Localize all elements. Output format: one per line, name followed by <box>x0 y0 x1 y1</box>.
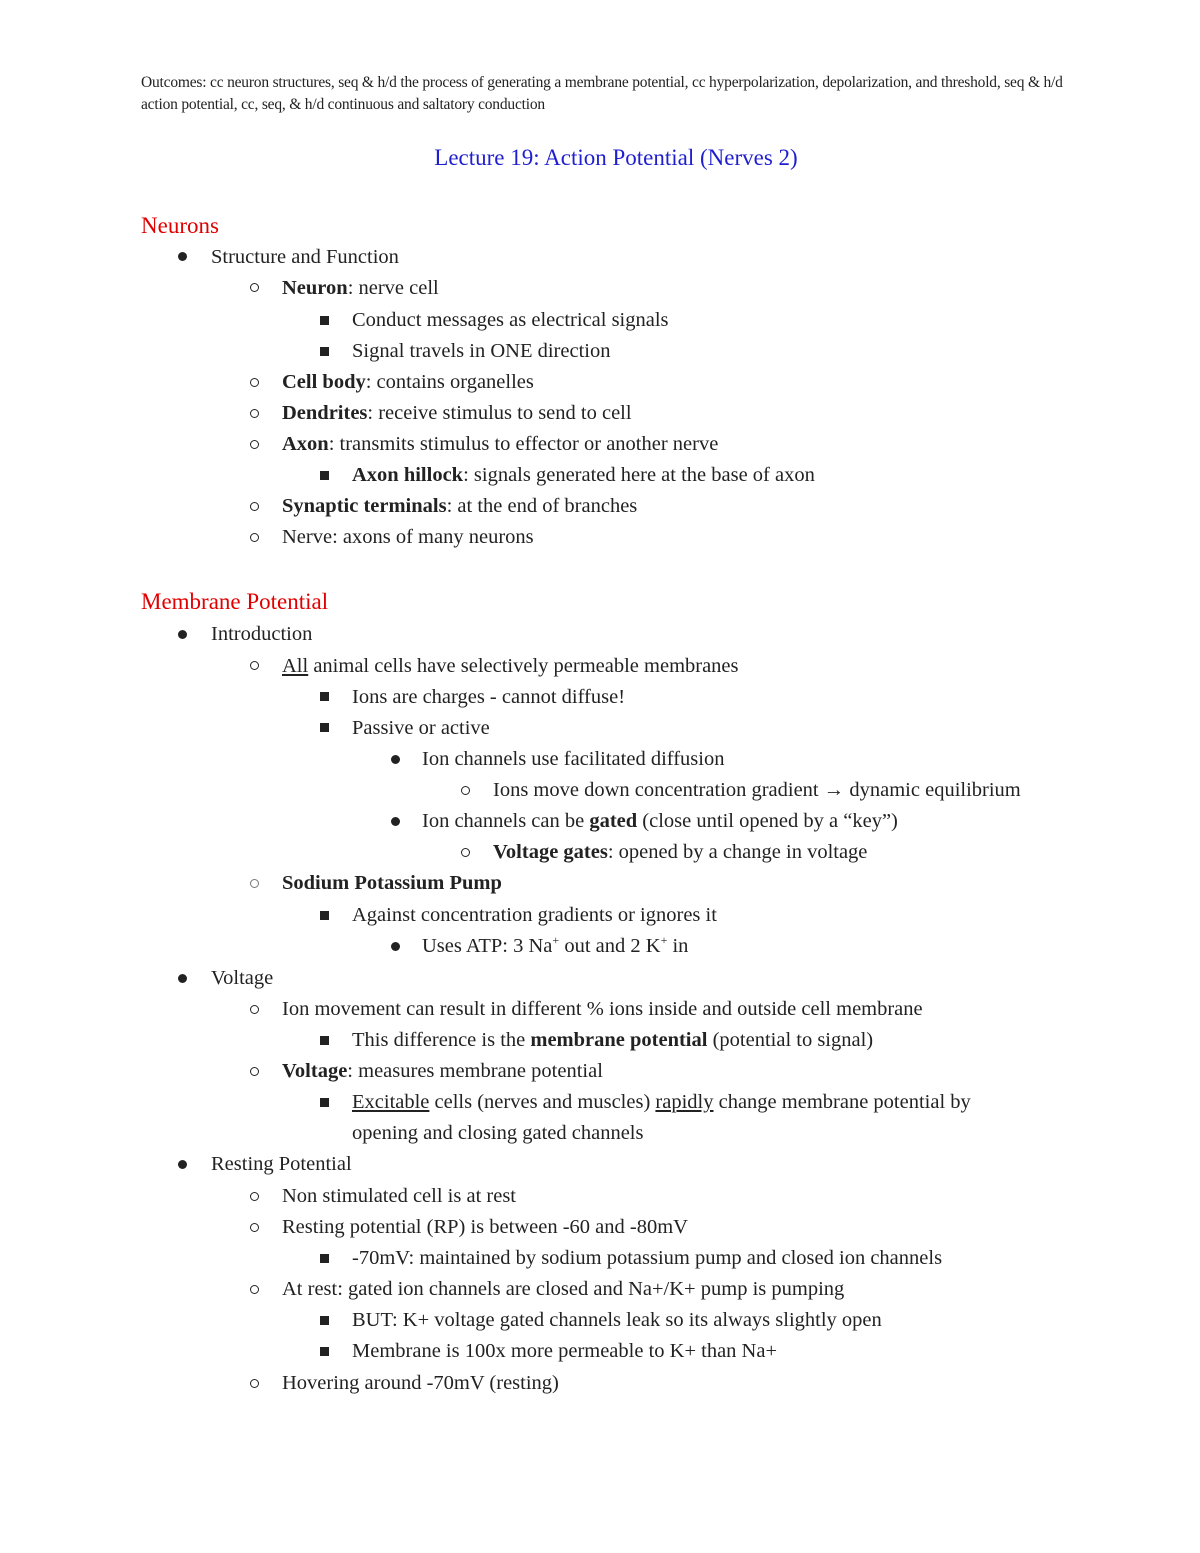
bullet-circle-icon <box>250 440 259 449</box>
bullet-square-icon <box>320 1254 329 1263</box>
ions-move-item: Ions move down concentration gradient → dynamic equilibrium <box>493 779 1021 801</box>
rp-between-item: Resting potential (RP) is between -60 and -80mV <box>282 1216 688 1238</box>
voltage-measure-item: Voltage: measures membrane potential <box>282 1060 603 1082</box>
membrane-heading: Membrane Potential <box>141 589 329 614</box>
against-item: Against concentration gradients or ignores it <box>352 904 717 926</box>
bullet-circle-icon <box>461 848 470 857</box>
neuron-item: Neuron: nerve cell <box>282 277 439 299</box>
gated-item: Ion channels can be gated (close until opened by a “key”) <box>422 810 898 832</box>
bullet-square-icon <box>320 347 329 356</box>
bullet-square-icon <box>320 1347 329 1356</box>
excitable-item: Excitable cells (nerves and muscles) rapidly change membrane potential by <box>352 1091 971 1113</box>
axon-item: Axon: transmits stimulus to effector or another nerve <box>282 433 719 455</box>
voltage-item: Voltage <box>211 967 274 989</box>
bullet-square-icon <box>320 316 329 325</box>
atp-item: Uses ATP: 3 Na+ out and 2 K+ in <box>422 933 689 957</box>
rp-maintained-item: -70mV: maintained by sodium potassium pump and closed ion channels <box>352 1247 943 1269</box>
bullet-circle-icon <box>250 879 259 888</box>
bullet-circle-icon <box>250 283 259 292</box>
bullet-circle-icon <box>250 1379 259 1388</box>
neurons-heading: Neurons <box>141 213 219 238</box>
bullet-square-icon <box>320 911 329 920</box>
but-leak-item: BUT: K+ voltage gated channels leak so its always slightly open <box>352 1309 882 1331</box>
bullet-circle-icon <box>250 409 259 418</box>
bullet-circle-icon <box>250 1285 259 1294</box>
bullet-circle-icon <box>250 378 259 387</box>
introduction-item: Introduction <box>211 623 313 645</box>
hovering-item: Hovering around -70mV (resting) <box>282 1372 559 1394</box>
nonstim-item: Non stimulated cell is at rest <box>282 1185 516 1207</box>
lecture-title: Lecture 19: Action Potential (Nerves 2) <box>434 145 798 170</box>
bullet-dot-icon <box>391 817 400 826</box>
bullet-circle-icon <box>250 1192 259 1201</box>
at-rest-item: At rest: gated ion channels are closed and Na+/K+ pump is pumping <box>282 1278 845 1300</box>
ion-movement-item: Ion movement can result in different % ions inside and outside cell membrane <box>282 998 923 1020</box>
dendrites-item: Dendrites: receive stimulus to send to cell <box>282 402 632 424</box>
bullet-dot-icon <box>178 1160 187 1169</box>
bullet-square-icon <box>320 692 329 701</box>
synaptic-item: Synaptic terminals: at the end of branches <box>282 495 638 517</box>
structure-function: Structure and Function <box>211 246 399 268</box>
bullet-circle-icon <box>250 533 259 542</box>
bullet-dot-icon <box>391 755 400 764</box>
bullet-circle-icon <box>250 1223 259 1232</box>
signal-item: Signal travels in ONE direction <box>352 340 611 362</box>
resting-item: Resting Potential <box>211 1153 352 1175</box>
bullet-square-icon <box>320 723 329 732</box>
bullet-dot-icon <box>178 252 187 261</box>
excitable-continuation: opening and closing gated channels <box>352 1122 644 1144</box>
bullet-dot-icon <box>178 974 187 983</box>
bullet-circle-icon <box>250 502 259 511</box>
hillock-item: Axon hillock: signals generated here at the base of axon <box>352 464 815 486</box>
permeable-item: Membrane is 100x more permeable to K+ than Na+ <box>352 1340 778 1362</box>
bullet-square-icon <box>320 1098 329 1107</box>
bullet-dot-icon <box>178 630 187 639</box>
facilitated-item: Ion channels use facilitated diffusion <box>422 748 725 770</box>
ions-charges-item: Ions are charges - cannot diffuse! <box>352 686 626 708</box>
bullet-circle-icon <box>250 661 259 670</box>
bullet-circle-icon <box>250 1067 259 1076</box>
bullet-circle-icon <box>250 1005 259 1014</box>
nerve-item: Nerve: axons of many neurons <box>282 526 534 548</box>
bullet-square-icon <box>320 471 329 480</box>
passive-item: Passive or active <box>352 717 490 739</box>
voltage-gates-item: Voltage gates: opened by a change in voltage <box>493 841 868 863</box>
bullet-dot-icon <box>391 942 400 951</box>
difference-item: This difference is the membrane potential (potential to signal) <box>352 1029 874 1051</box>
bullet-circle-icon <box>461 786 470 795</box>
bullet-square-icon <box>320 1036 329 1045</box>
outcomes-text: Outcomes: cc neuron structures, seq & h/d the process of generating a membrane potential, cc hyperpolarization, depolarization, and threshold, seq & h/d action potential, cc, seq, & h/d continuous and saltatory conduction <box>141 74 1063 113</box>
bullet-square-icon <box>320 1316 329 1325</box>
pump-item: Sodium Potassium Pump <box>282 872 502 894</box>
all-cells-item: All animal cells have selectively permeable membranes <box>282 655 739 677</box>
conduct-item: Conduct messages as electrical signals <box>352 309 669 331</box>
cellbody-item: Cell body: contains organelles <box>282 371 534 393</box>
